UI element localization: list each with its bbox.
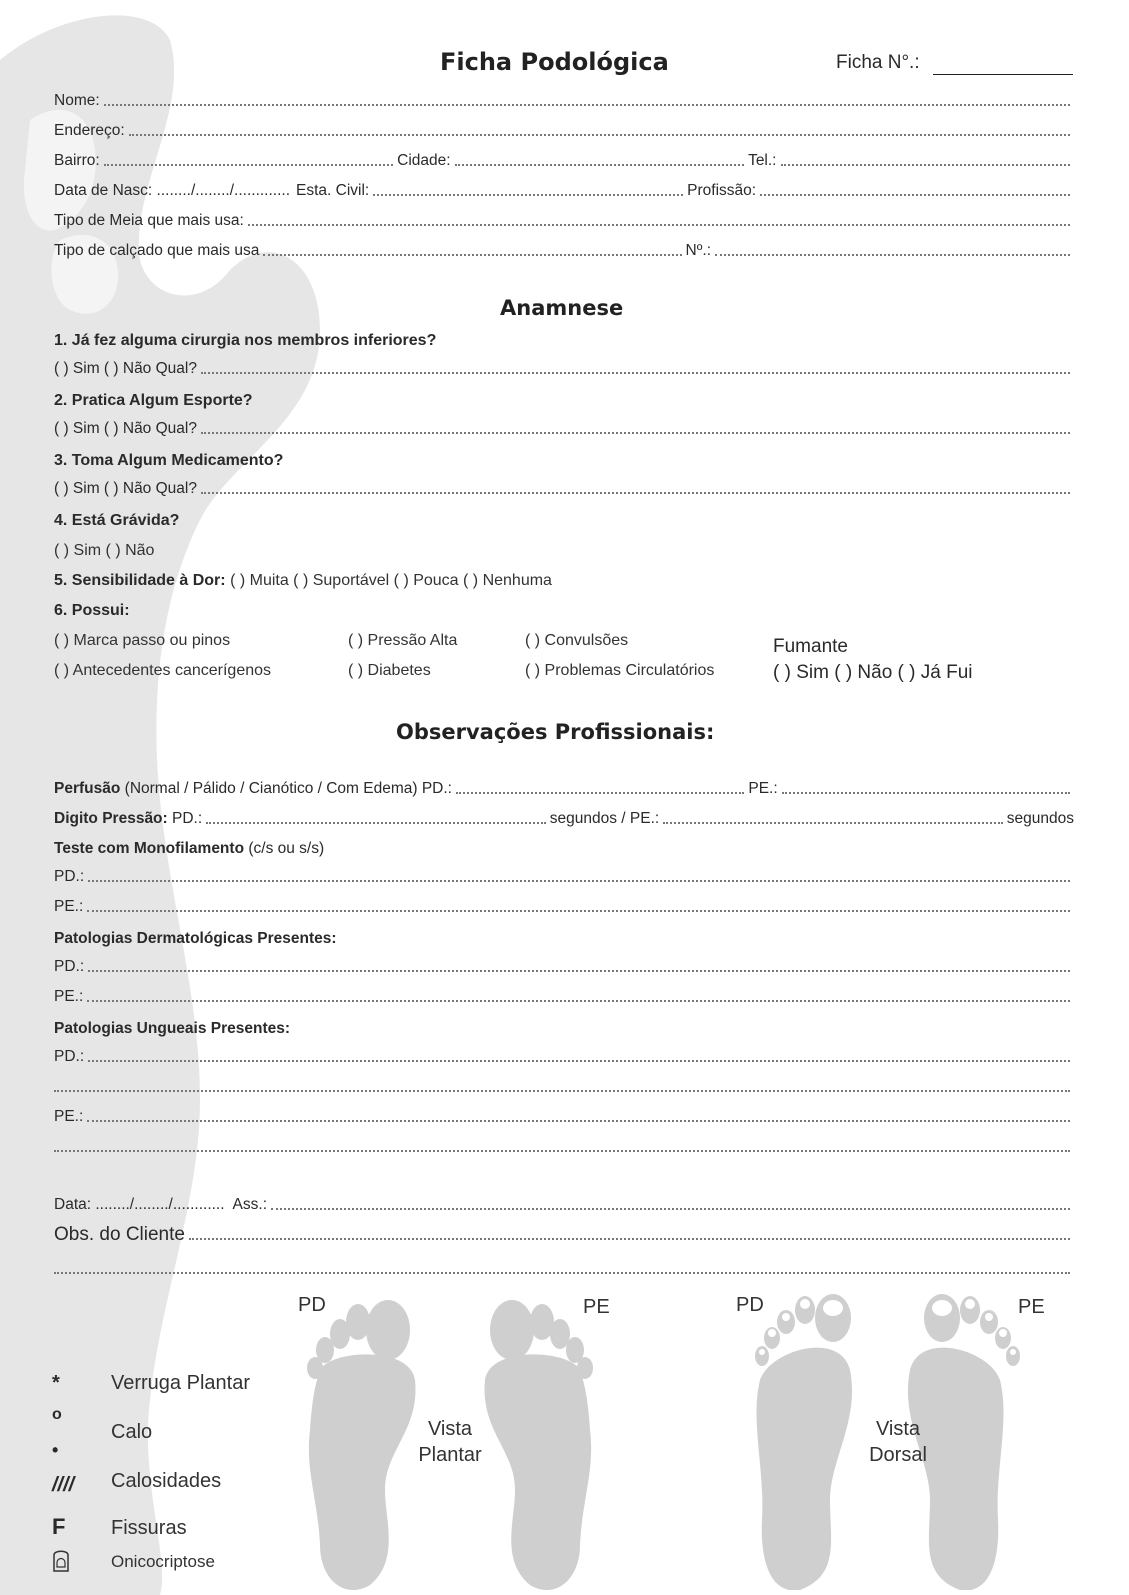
calo-symbol: o (52, 1406, 62, 1423)
esta-civil-label: Esta. Civil: (296, 182, 370, 199)
tipo-meia-field[interactable] (248, 224, 1070, 226)
dermato-pd-field[interactable] (88, 970, 1070, 972)
question-6: 6. Possui: (54, 602, 130, 619)
answer-2-options[interactable]: ( ) Sim ( ) Não Qual? (54, 420, 197, 437)
answer-3-row (54, 476, 1074, 498)
obs-cliente-row (54, 1222, 1074, 1244)
question-2: 2. Pratica Algum Esporte? (54, 392, 253, 409)
verruga-symbol: * (52, 1372, 60, 1394)
onicocriptose-label: Onicocriptose (111, 1552, 215, 1571)
dermato-pd-row (54, 954, 1074, 976)
nome-row (54, 88, 1074, 110)
ungueais-pe-field-2[interactable] (54, 1150, 1070, 1152)
ass-label: Ass.: (232, 1196, 267, 1213)
calosidades-symbol: //// (52, 1474, 75, 1496)
nome-field[interactable] (104, 104, 1070, 106)
endereco-label: Endereço: (54, 122, 125, 139)
ungueais-pe-field[interactable] (87, 1120, 1070, 1122)
answer-4-options[interactable]: ( ) Sim ( ) Não (54, 542, 155, 559)
answer-3-field[interactable] (201, 492, 1070, 494)
cidade-field[interactable] (455, 164, 744, 166)
digito-pd-field[interactable] (206, 822, 546, 824)
tipo-meia-label: Tipo de Meia que mais usa: (54, 212, 244, 229)
option-marca-passo[interactable]: ( ) Marca passo ou pinos (54, 632, 231, 649)
calosidade-dot-symbol: • (52, 1440, 59, 1460)
ficha-number-label: Ficha N°.: (836, 52, 920, 73)
ungueais-pd-field-2[interactable] (54, 1090, 1070, 1092)
obs-cliente-field-2[interactable] (54, 1272, 1070, 1274)
profissao-field[interactable] (760, 194, 1070, 196)
profissao-label: Profissão: (687, 182, 757, 199)
perfusao-pe-field[interactable] (782, 792, 1070, 794)
verruga-label: Verruga Plantar (111, 1372, 250, 1394)
plantar-pe-label: PE (583, 1296, 610, 1318)
ungueais-pe-label: PE.: (54, 1108, 84, 1125)
dermato-label: Patologias Dermatológicas Presentes: (54, 930, 337, 947)
digito-row (54, 806, 1074, 828)
calo-label: Calo (111, 1421, 153, 1443)
fissuras-label: Fissuras (111, 1517, 187, 1539)
monofilamento-label: Teste com Monofilamento (c/s ou s/s) (54, 840, 325, 857)
monofilamento-pe-row (54, 894, 1074, 916)
answer-3-options[interactable]: ( ) Sim ( ) Não Qual? (54, 480, 197, 497)
segundos-pe-label: segundos / PE.: (549, 810, 660, 827)
obs-cliente-label: Obs. do Cliente (54, 1224, 185, 1245)
calcado-row (54, 238, 1074, 260)
tipo-calcado-field[interactable] (263, 254, 681, 256)
question-5 (54, 572, 552, 590)
question-1: 1. Já fez alguma cirurgia nos membros inferiores? (54, 332, 437, 349)
bairro-row (54, 148, 1074, 170)
vista-plantar-label: Vista Plantar (418, 1418, 482, 1466)
option-diabetes[interactable]: ( ) Diabetes (348, 662, 431, 679)
ungueais-pe-row-2 (54, 1134, 1074, 1156)
endereco-field[interactable] (129, 134, 1070, 136)
foot-diagram (0, 1290, 1129, 1590)
question-5-options[interactable]: ( ) Muita ( ) Suportável ( ) Pouca ( ) Nenhuma (230, 572, 552, 589)
meia-row (54, 208, 1074, 230)
bairro-field[interactable] (104, 164, 393, 166)
dorsal-pe-label: PE (1018, 1296, 1045, 1318)
perfusao-pe-label: PE.: (748, 780, 778, 797)
page-title: Ficha Podológica (440, 48, 669, 76)
calosidades-label: Calosidades (111, 1470, 222, 1492)
tel-label: Tel.: (748, 152, 777, 169)
question-3: 3. Toma Algum Medicamento? (54, 452, 284, 469)
perfusao-pd-field[interactable] (456, 792, 744, 794)
fumante-label: Fumante (773, 636, 848, 657)
ungueais-pd-field[interactable] (88, 1060, 1070, 1062)
data-nasc-field[interactable]: Data de Nasc: ......../......../............. (54, 182, 291, 199)
obs-cliente-field[interactable] (189, 1238, 1070, 1240)
answer-2-field[interactable] (201, 432, 1070, 434)
vista-dorsal-label: Vista Dorsal (869, 1418, 927, 1466)
ungueais-label: Patologias Ungueais Presentes: (54, 1020, 291, 1037)
dermato-pe-label: PE.: (54, 988, 84, 1005)
ungueais-pe-row (54, 1104, 1074, 1126)
anamnese-title: Anamnese (500, 296, 624, 320)
dorsal-pd-label: PD (736, 1294, 764, 1316)
bairro-label: Bairro: (54, 152, 100, 169)
segundos-label: segundos (1006, 810, 1074, 827)
option-pressao-alta[interactable]: ( ) Pressão Alta (348, 632, 458, 649)
data-field[interactable]: Data: ......../......../............ (54, 1196, 225, 1213)
dermato-pd-label: PD.: (54, 958, 85, 975)
option-problemas-circulatorios[interactable]: ( ) Problemas Circulatórios (525, 662, 715, 679)
monofilamento-pd-field[interactable] (88, 880, 1070, 882)
monofilamento-pe-field[interactable] (87, 910, 1070, 912)
monofilamento-pd-label: PD.: (54, 868, 85, 885)
numero-label: Nº.: (685, 242, 711, 259)
perfusao-row (54, 776, 1074, 798)
option-convulsoes[interactable]: ( ) Convulsões (525, 632, 629, 649)
ficha-number-field[interactable] (933, 74, 1073, 75)
ungueais-pd-row-2 (54, 1074, 1074, 1096)
answer-1-row (54, 356, 1074, 378)
fumante-options[interactable]: ( ) Sim ( ) Não ( ) Já Fui (773, 662, 973, 683)
answer-1-field[interactable] (201, 372, 1070, 374)
ungueais-pd-label: PD.: (54, 1048, 85, 1065)
fissuras-symbol: F (52, 1514, 66, 1539)
numero-field[interactable] (715, 254, 1070, 256)
digito-label: Digito Pressão: PD.: (54, 810, 203, 827)
nascimento-row (54, 178, 1074, 200)
dermato-pe-row (54, 984, 1074, 1006)
monofilamento-row (54, 836, 1074, 858)
plantar-pd-label: PD (298, 1294, 326, 1316)
answer-1-options[interactable]: ( ) Sim ( ) Não Qual? (54, 360, 197, 377)
question-4: 4. Está Grávida? (54, 512, 180, 529)
question-5-label: 5. Sensibilidade à Dor: (54, 572, 226, 589)
ass-field[interactable] (271, 1208, 1070, 1210)
dermato-row (54, 926, 1074, 948)
tel-field[interactable] (781, 164, 1070, 166)
perfusao-label: Perfusão (Normal / Pálido / Cianótico / Com Edema) PD.: (54, 780, 452, 797)
endereco-row (54, 118, 1074, 140)
ungueais-pd-row (54, 1044, 1074, 1066)
obs-cliente-row-2 (54, 1256, 1074, 1278)
monofilamento-pd-row (54, 864, 1074, 886)
digito-pe-field[interactable] (663, 822, 1003, 824)
tipo-calcado-label: Tipo de calçado que mais usa (54, 242, 260, 259)
monofilamento-pe-label: PE.: (54, 898, 84, 915)
dermato-pe-field[interactable] (87, 1000, 1070, 1002)
data-ass-row (54, 1192, 1074, 1214)
esta-civil-field[interactable] (373, 194, 683, 196)
observacoes-title: Observações Profissionais: (396, 720, 715, 744)
answer-2-row (54, 416, 1074, 438)
onicocriptose-nail-icon (52, 1547, 70, 1573)
cidade-label: Cidade: (397, 152, 451, 169)
nome-label: Nome: (54, 92, 100, 109)
option-antecedentes[interactable]: ( ) Antecedentes cancerígenos (54, 662, 272, 679)
ungueais-row (54, 1016, 1074, 1038)
